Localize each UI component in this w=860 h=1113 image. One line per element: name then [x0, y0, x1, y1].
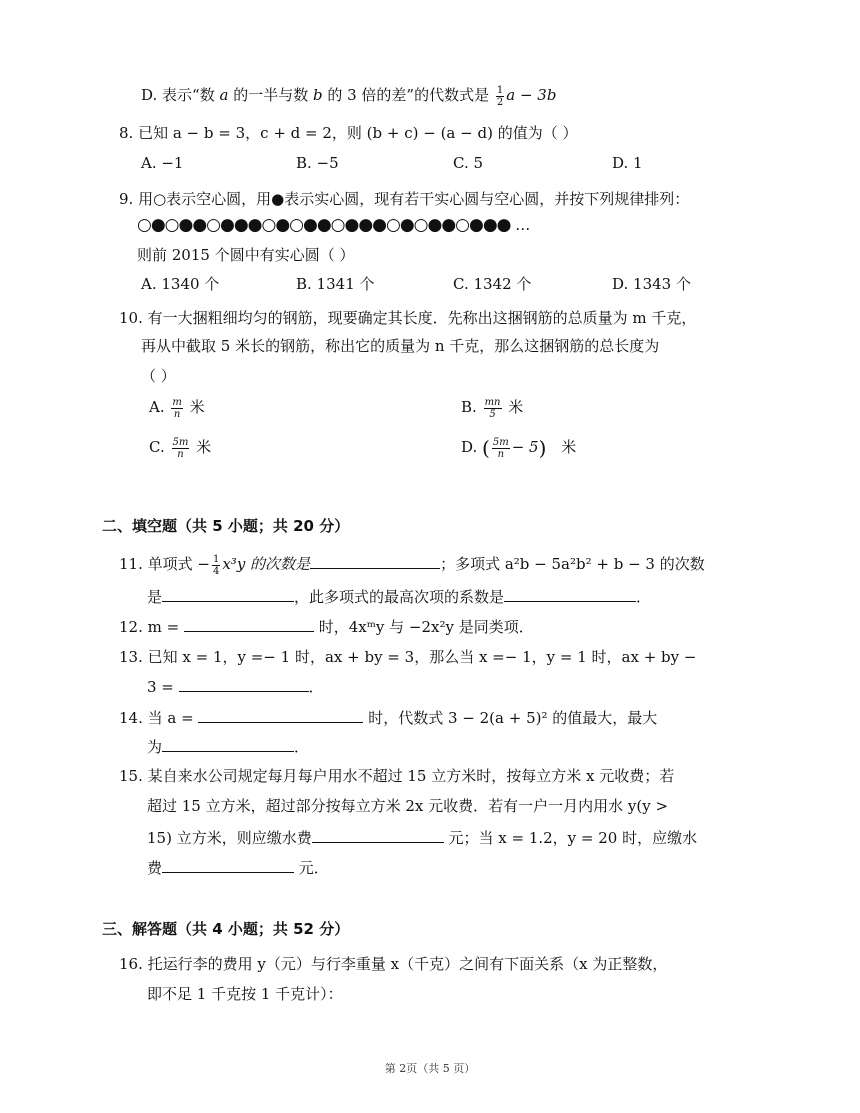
q8-option-b: B. −5 — [296, 154, 339, 172]
q10-stem-line2: 再从中截取 5 米长的钢筋，称出它的质量为 n 千克，那么这捆钢筋的总长度为 — [141, 337, 660, 355]
q9-option-d: D. 1343 个 — [612, 275, 691, 293]
q12-p2: 时，4xᵐy 与 −2x²y 是同类项． — [313, 618, 534, 636]
q15-line4 — [147, 856, 329, 879]
q15-blank-fee-value[interactable] — [162, 856, 294, 873]
q13-l2end: ． — [308, 678, 324, 696]
page-footer: 第 2页（共 5 页） — [384, 1062, 476, 1075]
q16-line1: 16. 托运行李的费用 y（元）与行李重量 x（千克）之间有下面关系（x 为正整数， — [119, 955, 668, 973]
q13-line2 — [147, 675, 324, 698]
q10-c-den: n — [177, 448, 184, 460]
q10-d-unit: 米 — [561, 438, 577, 456]
q8-option-d: D. 1 — [612, 154, 643, 172]
q10-option-c — [149, 436, 211, 460]
q7d-prefix: D. 表示“数 — [141, 86, 220, 104]
q14-l1b: 时，代数式 3 − 2(a + 5)² 的值最大，最大 — [363, 709, 658, 727]
q11-line1 — [119, 552, 705, 577]
q11-frac-den: 4 — [212, 565, 220, 577]
q8-stem: 8. 已知 a − b = 3，c + d = 2，则 (b + c) − (a − d) 的值为（ ） — [119, 124, 578, 142]
q15-blank-fee-expr[interactable] — [312, 826, 444, 843]
q7-option-d — [141, 84, 556, 108]
q15-l3a: 15) 立方米，则应缴水费 — [147, 829, 312, 847]
q10-d-den: n — [497, 448, 505, 460]
q10-c-fraction — [172, 437, 190, 460]
q11-l2a: 是 — [147, 588, 163, 606]
q8-option-a: A. −1 — [141, 154, 184, 172]
q14-l2: 为 — [147, 738, 163, 756]
q7d-a: a — [219, 86, 229, 104]
q10-a-fraction — [171, 397, 182, 420]
q11-frac-num: 1 — [212, 553, 220, 565]
q15-line2: 超过 15 立方米，超过部分按每立方米 2x 元收费．若有一户一月内用水 y(y > — [147, 797, 669, 815]
q12-line — [119, 615, 534, 638]
q7d-expr: a − 3b — [506, 86, 557, 104]
q10-d-open-paren: ( — [482, 436, 490, 460]
q10-d-label: D. — [461, 438, 478, 456]
q10-b-den: 5 — [489, 408, 496, 420]
q11-blank-poly-degree[interactable] — [162, 585, 294, 602]
q15-l4a: 费 — [147, 859, 163, 877]
q10-a-num: m — [172, 396, 182, 408]
q10-d-num: 5m — [492, 436, 509, 448]
q11-l2b: ，此多项式的最高次项的系数是 — [294, 588, 505, 606]
q10-b-unit: 米 — [508, 398, 524, 416]
q9-ellipsis: … — [510, 216, 531, 234]
q15-line1: 15. 某自来水公司规定每月每户用水不超过 15 立方米时，按每立方米 x 元收费；若 — [119, 767, 675, 785]
q14-blank-a[interactable] — [198, 706, 363, 723]
q10-d-close-paren: ) — [538, 436, 547, 460]
q10-a-unit: 米 — [189, 398, 205, 416]
q15-l3b: 元；当 x = 1.2，y = 20 时，应缴水 — [443, 829, 698, 847]
q9-option-b: B. 1341 个 — [296, 275, 375, 293]
q10-b-num: mn — [484, 396, 501, 408]
q7d-mid1: 的一半与数 — [228, 86, 313, 104]
q14-blank-max[interactable] — [162, 735, 294, 752]
q11-p1: 11. 单项式 − — [119, 555, 210, 573]
q10-d-fraction — [492, 437, 510, 460]
q10-d-tail: − 5 — [511, 438, 539, 456]
q12-blank-m[interactable] — [184, 615, 314, 632]
q7d-half-fraction: $\frac{1}{2}$ — [496, 84, 504, 108]
q10-a-den: n — [173, 408, 181, 420]
q15-line3 — [147, 826, 697, 849]
q10-b-fraction — [484, 397, 502, 420]
q10-stem-line1: 10. 有一大捆粗细均匀的钢筋，现要确定其长度．先称出这捆钢筋的总质量为 m 千克， — [119, 309, 697, 327]
q7d-b: b — [312, 86, 323, 104]
q14-line1 — [119, 706, 657, 729]
q11-l2c: ． — [636, 588, 652, 606]
q10-c-label: C. — [149, 438, 165, 456]
q9-option-a: A. 1340 个 — [141, 275, 220, 293]
q10-b-label: B. — [461, 398, 477, 416]
q11-p3: ；多项式 a²b − 5a²b² + b − 3 的次数 — [440, 555, 705, 573]
q13-l2: 3 = — [147, 678, 179, 696]
q9-stem: 9. 用○表示空心圆，用●表示实心圆，现有若干实心圆与空心圆，并按下列规律排列： — [119, 190, 690, 208]
q12-p1: 12. m = — [119, 618, 184, 636]
q14-l1a: 14. 当 a = — [119, 709, 199, 727]
q10-option-a — [149, 396, 205, 420]
q10-c-unit: 米 — [196, 438, 212, 456]
q13-blank[interactable] — [179, 675, 309, 692]
q11-fraction — [212, 554, 220, 577]
q9-sequence — [137, 214, 530, 236]
q9-question: 则前 2015 个圆中有实心圆（ ） — [137, 246, 355, 264]
q11-p2: x³y 的次数是 — [222, 555, 311, 573]
q10-answer-paren: （ ） — [141, 367, 176, 385]
section-2-title: 二、填空题（共 5 小题；共 20 分） — [102, 517, 350, 535]
section-3-title: 三、解答题（共 4 小题；共 52 分） — [102, 920, 350, 938]
q11-blank-degree[interactable] — [310, 552, 440, 569]
q11-line2 — [147, 585, 651, 608]
q9-circle-sequence: ○●○●●○●●●○●○●●○●●●○●○●●○●●● — [137, 215, 511, 235]
q10-option-d — [461, 436, 576, 460]
q10-c-num: 5m — [172, 436, 189, 448]
q10-option-b — [461, 396, 523, 420]
q13-line1: 13. 已知 x = 1，y =− 1 时，ax + by = 3，那么当 x =− 1，y = 1 时，ax + by − — [119, 648, 697, 666]
q14-l2end: ． — [294, 738, 310, 756]
q11-blank-coefficient[interactable] — [504, 585, 636, 602]
q10-a-label: A. — [149, 398, 165, 416]
q14-line2 — [147, 735, 309, 758]
q16-line2: 即不足 1 千克按 1 千克计）： — [147, 985, 343, 1003]
q9-option-c: C. 1342 个 — [453, 275, 532, 293]
q15-l4b: 元． — [294, 859, 329, 877]
q8-option-c: C. 5 — [453, 154, 484, 172]
q7d-mid2: 的 3 倍的差”的代数式是 — [322, 86, 494, 104]
